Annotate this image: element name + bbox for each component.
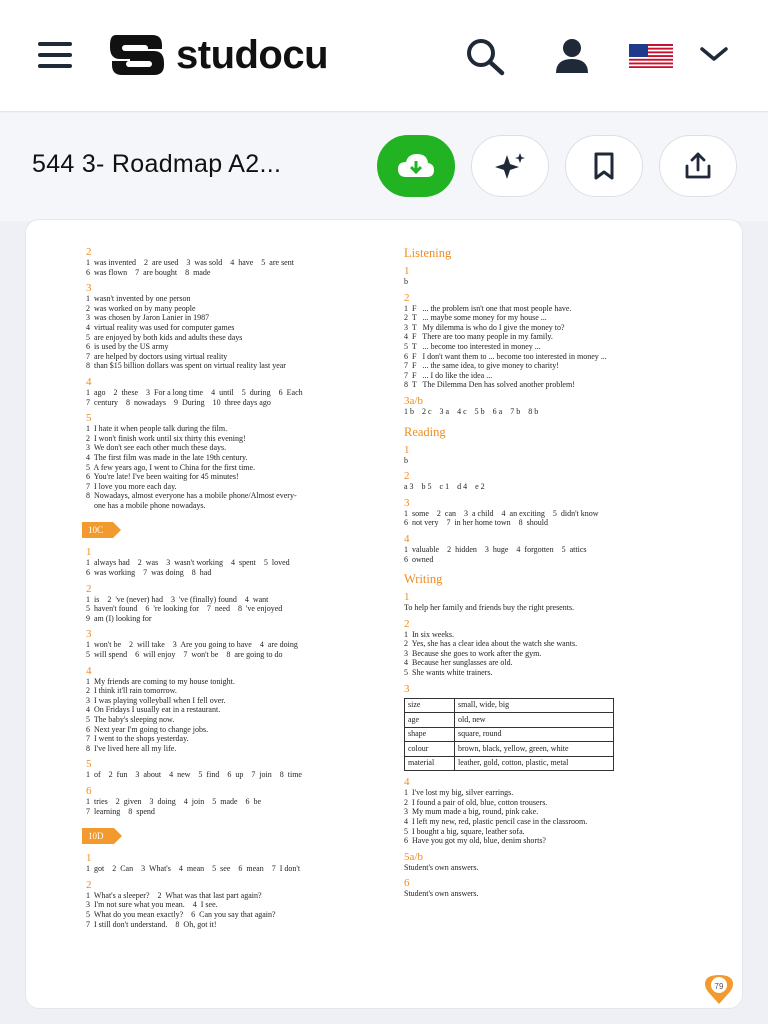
section-number: 1 xyxy=(86,852,92,865)
hamburger-menu-icon[interactable] xyxy=(38,42,72,68)
answer-line: 7 F ... the same idea, to give money to charity! xyxy=(404,361,559,371)
answer-lines xyxy=(404,509,704,528)
table-cell: leather, gold, cotton, plastic, metal xyxy=(455,756,614,771)
section-number: 2 xyxy=(86,246,92,258)
answer-line: 4 Because her sunglasses are old. xyxy=(404,658,513,668)
answer-lines xyxy=(86,258,376,277)
answer-line: 4 F There are too many people in my family. xyxy=(404,332,553,342)
section-number: 2 xyxy=(404,617,410,630)
chevron-down-icon[interactable] xyxy=(698,44,730,64)
unit-tag: 10D xyxy=(82,828,114,844)
answer-line: 1 ago 2 these 3 For a long time 4 until 5 during 6 Each xyxy=(86,387,303,397)
table-cell: age xyxy=(405,713,455,728)
answer-line: 1 some 2 can 3 a child 4 an exciting 5 didn't know xyxy=(404,508,599,518)
section-number: 5a/b xyxy=(404,850,423,863)
answer-line: 5 haven't found 6 're looking for 7 need 8 've enjoyed xyxy=(86,604,283,614)
page-number-badge xyxy=(702,972,736,1006)
answer-lines xyxy=(404,304,704,390)
answer-lines xyxy=(86,388,376,407)
brand-logo[interactable] xyxy=(108,30,328,80)
answer-line: 6 was working 7 was doing 8 had xyxy=(86,568,212,578)
answer-lines xyxy=(86,595,376,624)
answer-line: a 3 b 5 c 1 d 4 e 2 xyxy=(404,482,485,492)
answer-line: 7 I love you more each day. xyxy=(86,481,177,491)
answer-line: 1 b 2 c 3 a 4 c 5 b 6 a 7 b 8 b xyxy=(404,406,539,416)
answer-line: 2 I think it'll rain tomorrow. xyxy=(86,686,177,696)
adjective-order-table xyxy=(404,698,614,772)
answer-lines xyxy=(86,558,376,577)
answer-lines xyxy=(86,864,376,874)
answer-line: one has a mobile phone nowadays. xyxy=(86,500,206,510)
answer-lines xyxy=(86,424,376,510)
section-number: 5 xyxy=(86,758,92,771)
answer-line: 3 I'm not sure what you mean. 4 I see. xyxy=(86,900,218,910)
answer-lines xyxy=(86,677,376,754)
answer-lines xyxy=(86,797,376,816)
table-row xyxy=(405,727,614,742)
section-number: 2 xyxy=(86,878,92,891)
answer-line: 7 I went to the shops yesterday. xyxy=(86,734,189,744)
answer-line: 1 tries 2 given 3 doing 4 join 5 made 6 be xyxy=(86,796,262,806)
answer-line: 4 I left my new, red, plastic pencil case in the classroom. xyxy=(404,816,588,826)
answer-line: 1 was invented 2 are used 3 was sold 4 have 5 are sent xyxy=(86,258,294,267)
answer-lines xyxy=(404,863,704,873)
answer-line: 1 always had 2 was 3 wasn't working 4 spent 5 loved xyxy=(86,558,290,568)
answer-line: 1 of 2 fun 3 about 4 new 5 find 6 up 7 join 8 time xyxy=(86,770,302,780)
section-number: 3 xyxy=(86,282,92,295)
section-number: 3 xyxy=(404,682,410,695)
answer-lines xyxy=(404,482,704,492)
table-cell: small, wide, big xyxy=(455,698,614,713)
answer-key-right-column xyxy=(404,246,704,899)
answer-line: 7 F ... I do like the idea ... xyxy=(404,370,493,380)
section-number: 5 xyxy=(86,412,92,425)
section-number: 6 xyxy=(86,784,92,797)
answer-line: 5 A few years ago, I went to China for the first time. xyxy=(86,462,256,472)
ai-assistant-button[interactable] xyxy=(471,135,549,197)
answer-line: 1 F ... the problem isn't one that most people have. xyxy=(404,303,572,313)
answer-lines xyxy=(404,630,704,678)
section-number: 1 xyxy=(404,591,410,604)
answer-line: 5 T ... become too interested in money ... xyxy=(404,341,541,351)
answer-line: 1 I've lost my big, silver earrings. xyxy=(404,788,514,798)
answer-line: 3 I was playing volleyball when I fell over. xyxy=(86,695,226,705)
answer-line: 6 You're late! I've been waiting for 45 minutes! xyxy=(86,472,239,482)
answer-line: 8 T The Dilemma Den has solved another problem! xyxy=(404,380,575,390)
answer-line: 1 is 2 've (never) had 3 've (finally) found 4 want xyxy=(86,594,269,604)
table-cell: colour xyxy=(405,742,455,757)
section-number: 4 xyxy=(86,375,92,388)
section-heading-writing: Writing xyxy=(404,572,443,587)
bookmark-icon xyxy=(592,151,616,181)
answer-line: 6 Have you got my old, blue, denim shorts? xyxy=(404,836,546,846)
answer-lines xyxy=(404,603,704,613)
answer-line: 5 will spend 6 will enjoy 7 won't be 8 are going to do xyxy=(86,650,283,660)
answer-lines xyxy=(404,456,704,466)
section-number: 3a/b xyxy=(404,394,423,407)
answer-line: 9 am (I) looking for xyxy=(86,613,152,623)
answer-line: b xyxy=(404,277,408,286)
answer-line: 6 F I don't want them to ... become too interested in money ... xyxy=(404,351,607,361)
answer-line: 1 valuable 2 hidden 3 huge 4 forgotten 5 attics xyxy=(404,544,587,554)
answer-line: 7 learning 8 spend xyxy=(86,806,155,816)
answer-line: 5 are enjoyed by both kids and adults these days xyxy=(86,332,243,342)
answer-lines xyxy=(404,277,704,287)
section-number: 1 xyxy=(86,546,92,559)
section-number: 4 xyxy=(404,532,410,545)
table-row xyxy=(405,742,614,757)
answer-line: 5 What do you mean exactly? 6 Can you say that again? xyxy=(86,909,276,919)
answer-line: 2 Yes, she has a clear idea about the watch she wants. xyxy=(404,639,578,649)
page-number: 79 xyxy=(714,982,724,991)
answer-line: 1 wasn't invented by one person xyxy=(86,294,191,304)
answer-line: 1 What's a sleeper? 2 What was that last part again? xyxy=(86,890,262,900)
answer-line: 1 won't be 2 will take 3 Are you going to have 4 are doing xyxy=(86,640,298,650)
search-icon[interactable] xyxy=(465,37,507,77)
download-button[interactable] xyxy=(377,135,455,197)
answer-line: 3 My mum made a big, round, pink cake. xyxy=(404,807,539,817)
top-navigation-bar xyxy=(0,0,768,112)
answer-line: 1 In six weeks. xyxy=(404,629,454,639)
answer-key-left-column xyxy=(86,246,376,929)
studocu-logo-icon xyxy=(108,31,166,79)
table-row xyxy=(405,713,614,728)
answer-line: b xyxy=(404,455,408,465)
answer-line: 4 On Fridays I usually eat in a restaurant. xyxy=(86,705,221,715)
answer-line: 5 I bought a big, square, leather sofa. xyxy=(404,826,525,836)
unit-tag: 10C xyxy=(82,522,113,538)
answer-line: 2 was worked on by many people xyxy=(86,303,196,313)
section-number: 6 xyxy=(404,877,410,890)
answer-line: 7 century 8 nowadays 9 During 10 three days ago xyxy=(86,397,271,407)
answer-line: 2 I found a pair of old, blue, cotton trousers. xyxy=(404,797,548,807)
answer-line: To help her family and friends buy the right presents. xyxy=(404,603,575,613)
table-row xyxy=(405,698,614,713)
answer-line: 6 not very 7 in her home town 8 should xyxy=(404,518,548,528)
section-number: 4 xyxy=(86,664,92,677)
table-cell: old, new xyxy=(455,713,614,728)
answer-line: 1 I hate it when people talk during the film. xyxy=(86,424,228,434)
section-number: 1 xyxy=(404,443,410,456)
answer-line: 6 is used by the US army xyxy=(86,342,169,352)
answer-line: 3 was chosen by Jaron Lanier in 1987 xyxy=(86,313,210,323)
bookmark-button[interactable] xyxy=(565,135,643,197)
answer-line: 6 owned xyxy=(404,554,434,564)
section-heading-listening: Listening xyxy=(404,246,452,260)
answer-line: 5 She wants white trainers. xyxy=(404,668,493,678)
answer-lines xyxy=(404,407,704,417)
answer-lines xyxy=(404,889,704,899)
answer-line: 8 I've lived here all my life. xyxy=(86,743,177,753)
table-cell: square, round xyxy=(455,727,614,742)
answer-line: Student's own answers. xyxy=(404,862,479,872)
answer-line: 7 I still don't understand. 8 Oh, got it! xyxy=(86,919,217,929)
section-number: 1 xyxy=(404,265,410,277)
table-cell: shape xyxy=(405,727,455,742)
brand-name: studocu xyxy=(176,32,329,77)
document-page xyxy=(25,219,743,1009)
table-cell: brown, black, yellow, green, white xyxy=(455,742,614,757)
answer-line: 7 are helped by doctors using virtual reality xyxy=(86,351,228,361)
answer-line: 3 T My dilemma is who do I give the money to? xyxy=(404,322,565,332)
answer-line: 5 The baby's sleeping now. xyxy=(86,715,175,724)
ai-sparkle-icon xyxy=(493,151,527,181)
table-row xyxy=(405,756,614,771)
answer-line: 4 The first film was made in the late 19th century. xyxy=(86,452,248,462)
section-number: 2 xyxy=(404,291,410,304)
document-title: 544 3- Roadmap A2... xyxy=(32,150,282,178)
share-icon xyxy=(683,151,713,181)
answer-line: 8 Nowadays, almost everyone has a mobile phone/Almost every- xyxy=(86,491,297,501)
answer-lines xyxy=(404,788,704,846)
table-cell: size xyxy=(405,698,455,713)
answer-line: 6 Next year I'm going to change jobs. xyxy=(86,724,209,734)
answer-line: 8 than $15 billion dollars was spent on virtual reality last year xyxy=(86,361,286,371)
answer-line: 3 Because she goes to work after the gym. xyxy=(404,648,542,658)
answer-line: 2 I won't finish work until six thirty this evening! xyxy=(86,433,246,443)
section-heading-reading: Reading xyxy=(404,424,446,439)
section-number: 2 xyxy=(86,582,92,595)
answer-line: 6 was flown 7 are bought 8 made xyxy=(86,267,211,277)
section-number: 4 xyxy=(404,776,410,789)
answer-lines xyxy=(404,545,704,564)
answer-line: 1 My friends are coming to my house tonight. xyxy=(86,676,235,686)
section-number: 2 xyxy=(404,470,410,483)
section-number: 3 xyxy=(86,628,92,641)
section-number: 3 xyxy=(404,496,410,509)
share-button[interactable] xyxy=(659,135,737,197)
answer-line: Student's own answers. xyxy=(404,889,479,899)
answer-line: 4 virtual reality was used for computer games xyxy=(86,322,235,332)
answer-lines xyxy=(86,770,376,780)
download-cloud-icon xyxy=(396,151,436,181)
answer-lines xyxy=(86,294,376,371)
answer-line: 3 We don't see each other much these days. xyxy=(86,443,227,453)
answer-line: 2 T ... maybe some money for my house ... xyxy=(404,313,547,323)
us-flag-icon[interactable] xyxy=(629,44,673,68)
answer-lines xyxy=(86,640,376,659)
table-cell: material xyxy=(405,756,455,771)
answer-lines xyxy=(86,891,376,929)
user-icon[interactable] xyxy=(553,37,591,75)
answer-line: 1 got 2 Can 3 What's 4 mean 5 see 6 mean 7 I don't xyxy=(86,864,301,874)
